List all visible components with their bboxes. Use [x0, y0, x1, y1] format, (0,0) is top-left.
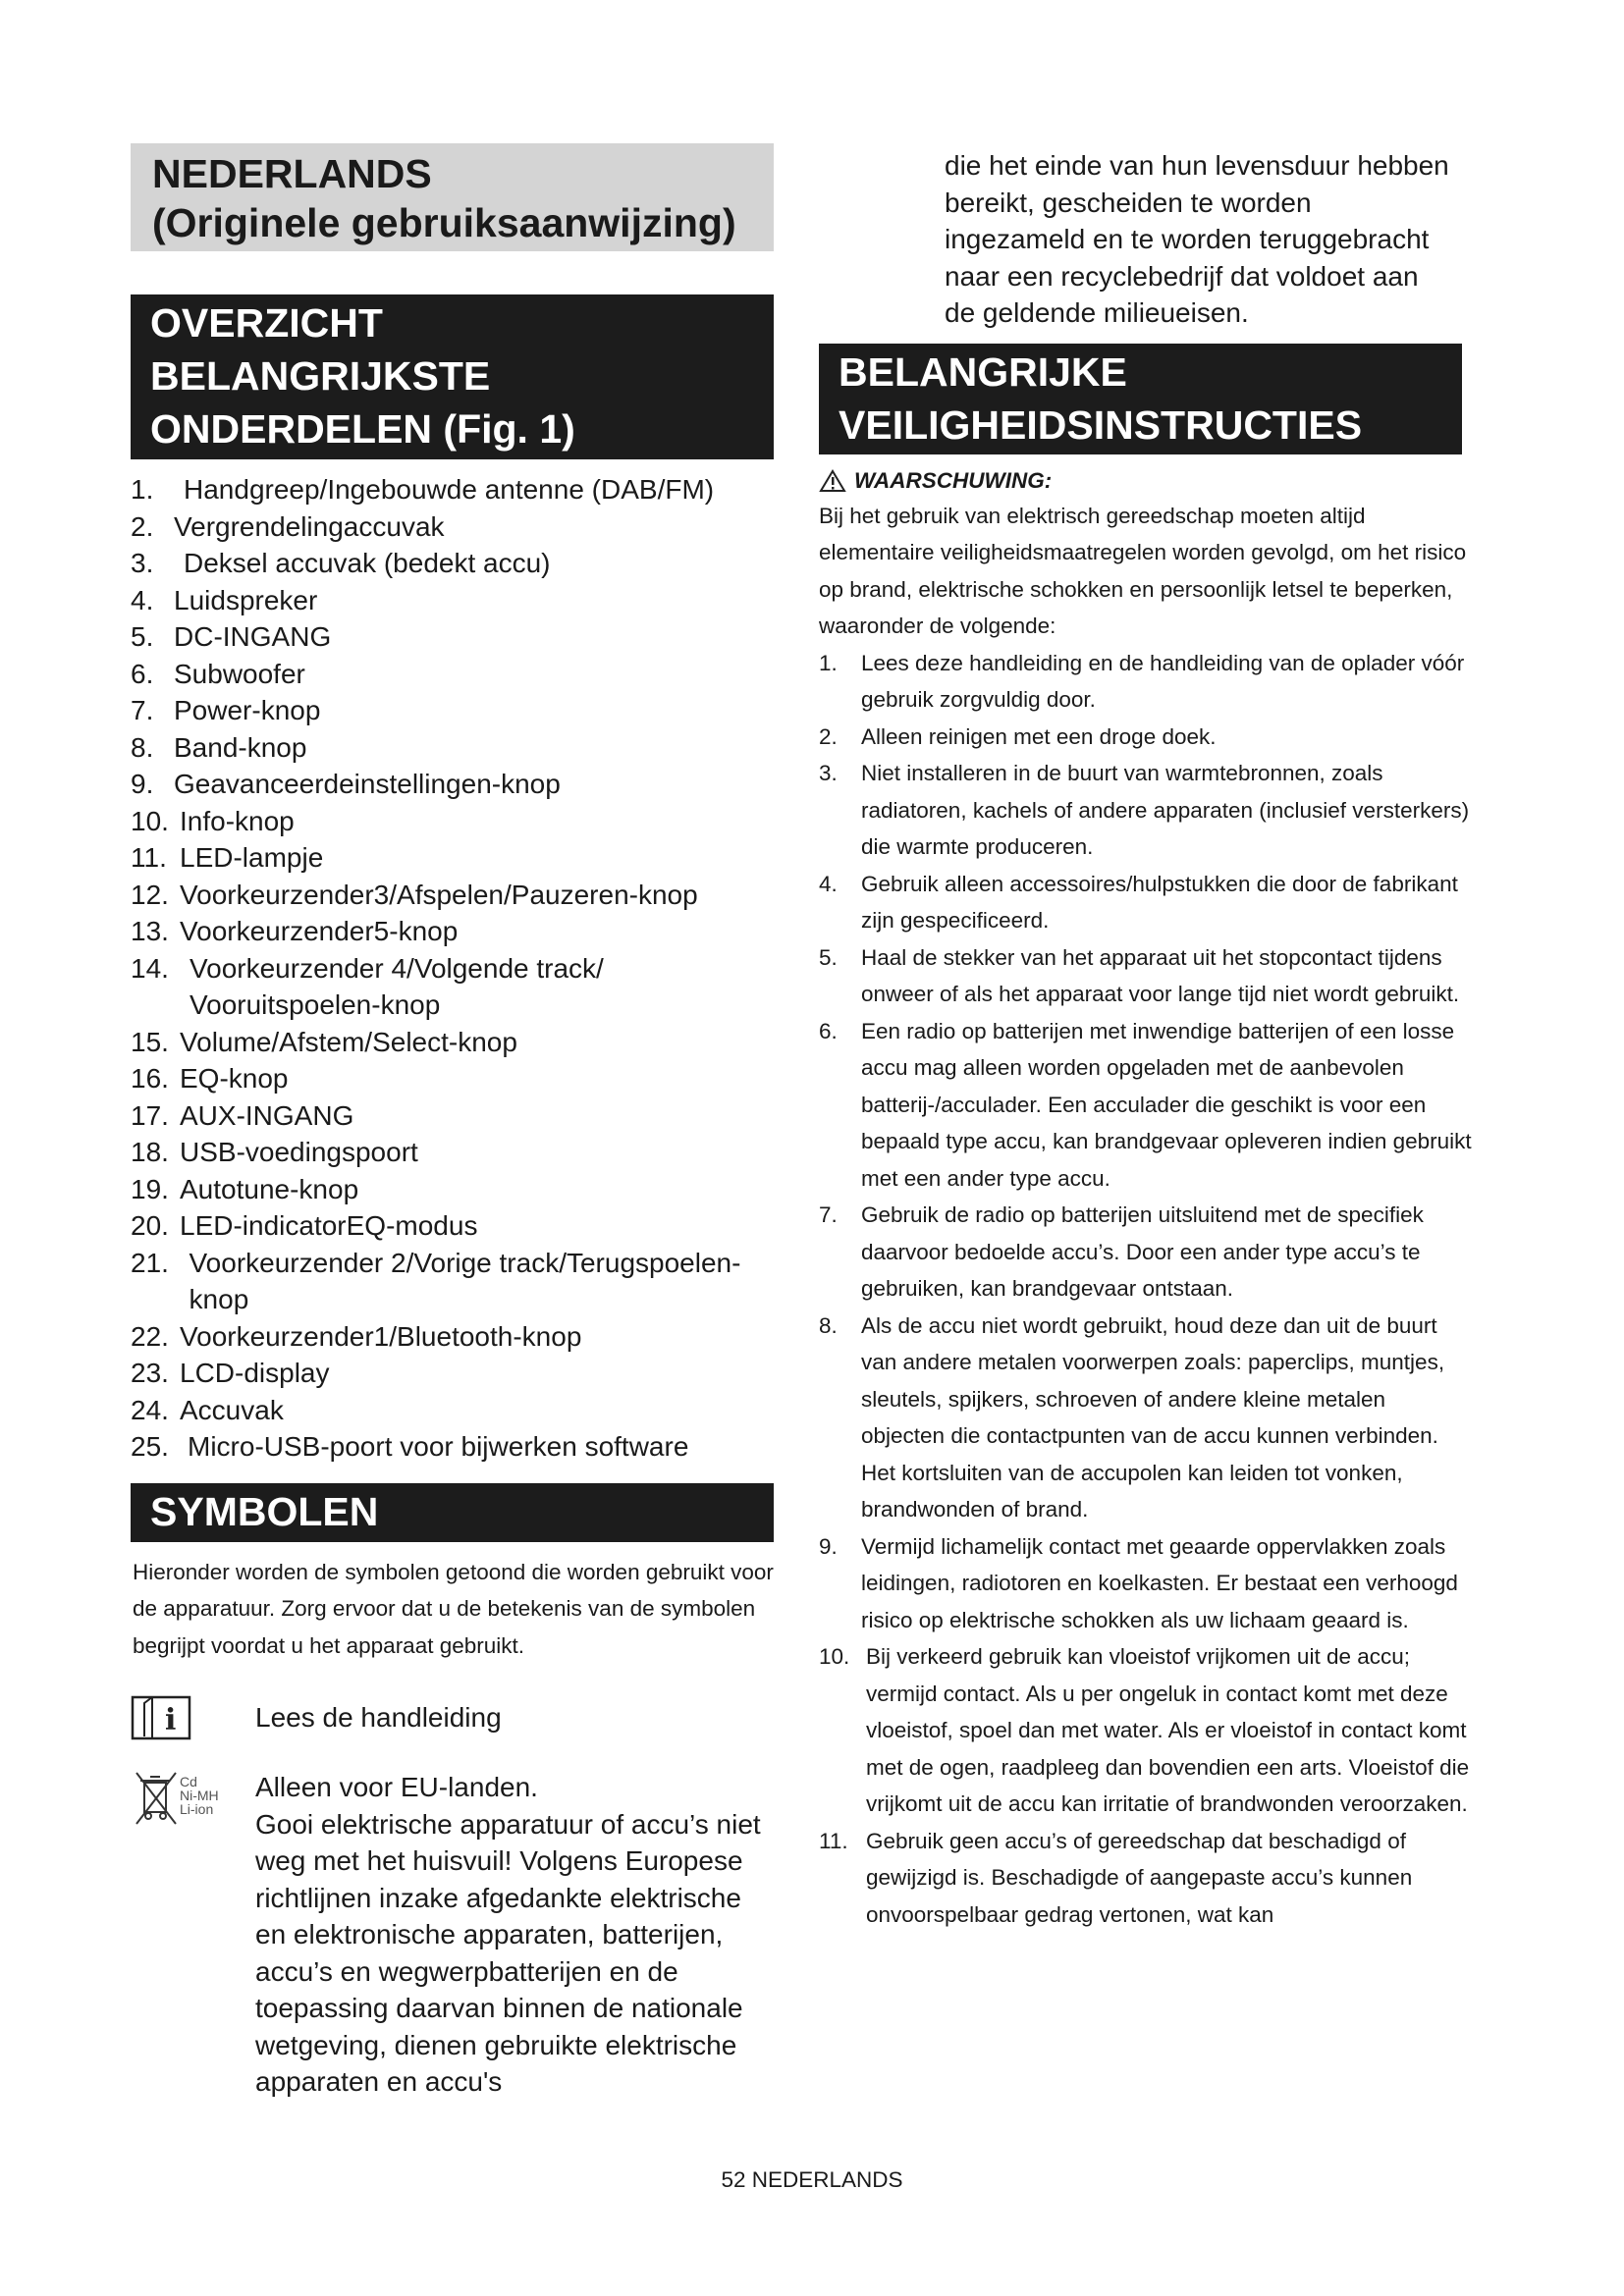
item-number: 18.: [131, 1137, 169, 1167]
item-number: 23.: [131, 1358, 169, 1388]
item-text: USB-voedingspoort: [180, 1137, 418, 1167]
item-text: Alleen reinigen met een droge doek.: [861, 723, 1217, 749]
item-text: Deksel accuvak (bedekt accu): [184, 548, 551, 578]
list-item: [131, 656, 774, 693]
weee-text-block: [255, 1769, 774, 2101]
list-item: [131, 766, 774, 803]
item-number: 1.: [819, 650, 838, 675]
item-number: 21.: [131, 1247, 169, 1278]
item-text: Voorkeurzender5-knop: [180, 916, 459, 946]
item-number: 22.: [131, 1320, 169, 1352]
item-number: 8.: [819, 1312, 838, 1338]
list-item: [131, 471, 774, 508]
overview-heading-line: BELANGRIJKSTE: [150, 353, 491, 399]
item-text: Voorkeurzender3/Afspelen/Pauzeren-knop: [180, 879, 698, 910]
list-item: [131, 1097, 774, 1135]
item-text: Voorkeurzender1/Bluetooth-knop: [180, 1320, 582, 1352]
warning-triangle-icon: [819, 469, 846, 493]
read-manual-label: Lees de handleiding: [255, 1702, 502, 1733]
overview-heading: [131, 294, 774, 459]
list-item: [131, 1355, 774, 1392]
svg-text:Ni-MH: Ni-MH: [180, 1788, 219, 1803]
list-item: [131, 1060, 774, 1097]
safety-intro: Bij het gebruik van elektrisch gereedschap moeten altijd elementaire veiligheidsmaatregelen worden gevolgd, om het risico op brand, elektrische schokken en persoonlijk letsel te beperken, waaronder de volgende:: [819, 503, 1467, 638]
crossed-bin-icon: [131, 1769, 255, 1833]
item-text: Lees deze handleiding en de handleiding van de oplader vóór gebruik zorgvuldig door.: [861, 650, 1465, 712]
read-manual-icon: [131, 1693, 255, 1747]
item-number: 7.: [131, 695, 154, 725]
item-text: Als de accu niet wordt gebruikt, houd deze dan uit de buurt van andere metalen voorwerpen zoals: paperclips, muntjes, sleutels, spijkers, schroeven of andere kleine metalen objecten die contactpunten van de accu kunnen verbinden. Het kortsluiten van de accupolen kan leiden tot vonken, brandwonden of brand.: [861, 1312, 1445, 1522]
list-item: [819, 1013, 1473, 1198]
symbols-intro: Hieronder worden de symbolen getoond die worden gebruikt voor de apparatuur. Zorg ervoor dat u de betekenis van de symbolen begrijpt voordat u het apparaat gebruikt.: [133, 1559, 774, 1658]
list-item: [131, 1207, 774, 1245]
list-item: [819, 645, 1473, 719]
safety-list: [819, 645, 1473, 1934]
list-item: [131, 803, 774, 840]
item-text: Luidspreker: [174, 584, 318, 615]
weee-text-continued: die het einde van hun levensduur hebben bereikt, gescheiden te worden ingezameld en te worden teruggebracht naar een recyclebedrijf dat voldoet aan de geldende milieueisen.: [945, 150, 1449, 328]
list-item: [131, 1171, 774, 1208]
item-number: 4.: [819, 871, 838, 896]
list-item: [131, 692, 774, 729]
item-text: LED-indicatorEQ-modus: [180, 1210, 478, 1241]
item-text: Haal de stekker van het apparaat uit het stopcontact tijdens onweer of als het apparaat voor lange tijd niet wordt gebruikt.: [861, 944, 1460, 1006]
list-item: [819, 1638, 1473, 1823]
item-text: EQ-knop: [180, 1063, 289, 1094]
item-number: 2.: [131, 510, 154, 542]
item-number: 7.: [819, 1202, 838, 1227]
item-text: Autotune-knop: [180, 1173, 359, 1204]
item-text: Niet installeren in de buurt van warmtebronnen, zoals radiatoren, kachels of andere apparaten (inclusief versterkers) die warmte produceren.: [861, 761, 1470, 859]
item-number: 20.: [131, 1210, 169, 1241]
item-number: 3.: [819, 761, 838, 785]
list-item: [819, 1308, 1473, 1528]
list-item: [131, 582, 774, 619]
list-item: [131, 508, 774, 546]
item-number: 3.: [131, 548, 154, 578]
list-item: [131, 839, 774, 877]
item-number: 2.: [819, 723, 838, 749]
item-text: Voorkeurzender 2/Vorige track/Terugspoelen-knop: [189, 1247, 741, 1314]
list-item: [131, 1392, 774, 1429]
item-text: Gebruik de radio op batterijen uitsluitend met de specifiek daarvoor bedoelde accu’s. Door een ander type accu’s te gebruiken, kan brandgevaar ontstaan.: [861, 1202, 1424, 1301]
overview-heading-line: OVERZICHT: [150, 300, 383, 346]
safety-heading-line: BELANGRIJKE: [839, 348, 1127, 395]
item-text: Handgreep/Ingebouwde antenne (DAB/FM): [184, 474, 715, 505]
list-item: [819, 939, 1473, 1013]
list-item: [819, 1197, 1473, 1308]
item-number: 5.: [819, 944, 838, 970]
item-text: Gebruik geen accu’s of gereedschap dat beschadigd of gewijzigd is. Beschadigde of aangepaste accu’s kunnen onvoorspelbaar gedrag vertonen, wat kan: [866, 1828, 1413, 1927]
right-column: [819, 143, 1473, 1933]
item-text: DC-INGANG: [174, 621, 332, 652]
weee-text: Gooi elektrische apparatuur of accu’s niet weg met het huisvuil! Volgens Europese richtlijnen inzake afgedankte elektrische en elektronische apparaten, batterijen, accu’s en wegwerpbatterijen en de toepassing daarvan binnen de nationale wetgeving, dienen gebruikte elektrische apparaten en accu's: [255, 1808, 761, 2097]
item-number: 11.: [819, 1828, 848, 1853]
item-number: 19.: [131, 1173, 169, 1204]
safety-heading-line: VEILIGHEIDSINSTRUCTIES: [839, 401, 1363, 448]
item-text: Een radio op batterijen met inwendige batterijen of een losse accu mag alleen worden opgeladen met de aanbevolen batterij-/acculader. Een acculader die geschikt is voor een bepaald type accu, kan brandgevaar opleveren indien gebruikt met een ander type accu.: [861, 1018, 1472, 1191]
list-item: [819, 719, 1473, 756]
language-subtitle: (Originele gebruiksaanwijzing): [152, 200, 736, 245]
item-text: Band-knop: [174, 731, 307, 763]
item-number: 4.: [131, 584, 154, 615]
left-column: [131, 143, 774, 2101]
item-number: 24.: [131, 1394, 169, 1425]
item-text: Vermijd lichamelijk contact met geaarde oppervlakken zoals leidingen, radiotoren en koelkasten. Er bestaat een verhoogd risico op elektrische schokken als uw lichaam geaard is.: [861, 1533, 1458, 1632]
list-item: [131, 1318, 774, 1356]
page-footer: 52 NEDERLANDS: [721, 2167, 903, 2192]
safety-heading: [819, 344, 1462, 454]
list-item: [131, 1134, 774, 1171]
item-number: 1.: [131, 474, 154, 505]
list-item: [819, 1823, 1473, 1934]
item-text: Accuvak: [180, 1394, 284, 1425]
item-number: 17.: [131, 1099, 169, 1131]
item-number: 9.: [819, 1533, 838, 1559]
item-text: Bij verkeerd gebruik kan vloeistof vrijkomen uit de accu; vermijd contact. Als u per ongeluk in contact komt met deze vloeistof, spoel dan met water. Als er vloeistof in contact komt met de ogen, raadpleeg dan bovendien een arts. Vloeistof die vrijkomt uit de accu kan irritatie of brandwonden veroorzaken.: [866, 1644, 1470, 1816]
item-number: 16.: [131, 1063, 169, 1094]
item-text: Subwoofer: [174, 658, 305, 689]
symbols-heading: [131, 1483, 774, 1542]
item-number: 8.: [131, 731, 154, 763]
list-item: [131, 618, 774, 656]
item-number: 13.: [131, 916, 169, 946]
list-item: [819, 866, 1473, 939]
warning-row: [819, 468, 1473, 494]
item-text: AUX-INGANG: [180, 1099, 354, 1131]
item-number: 11.: [131, 842, 167, 873]
item-text: Voorkeurzender 4/Volgende track/ Vooruitspoelen-knop: [189, 952, 604, 1020]
list-item: [819, 755, 1473, 866]
list-item: [819, 1528, 1473, 1639]
parts-list: [131, 471, 774, 1466]
language-title-band: [131, 143, 774, 251]
item-number: 5.: [131, 621, 154, 652]
item-text: Power-knop: [174, 695, 321, 725]
item-number: 25.: [131, 1431, 169, 1462]
svg-text:i: i: [165, 1703, 177, 1737]
item-number: 14.: [131, 952, 169, 984]
list-item: [131, 1428, 774, 1466]
list-item: [131, 545, 774, 582]
list-item: [131, 1024, 774, 1061]
item-number: 12.: [131, 879, 169, 910]
weee-title: Alleen voor EU-landen.: [255, 1772, 538, 1802]
symbol-row-weee: [131, 1769, 774, 2101]
list-item: [131, 1245, 774, 1318]
item-text: Geavanceerdeinstellingen-knop: [174, 769, 561, 799]
svg-text:Li-ion: Li-ion: [180, 1801, 214, 1817]
item-text: Micro-USB-poort voor bijwerken software: [188, 1431, 689, 1462]
item-number: 6.: [819, 1018, 838, 1043]
item-text: Gebruik alleen accessoires/hulpstukken die door de fabrikant zijn gespecificeerd.: [861, 871, 1458, 933]
list-item: [131, 877, 774, 914]
svg-text:Cd: Cd: [180, 1774, 197, 1789]
overview-heading-line: ONDERDELEN (Fig. 1): [150, 406, 575, 452]
language-title: NEDERLANDS: [152, 151, 432, 196]
item-number: 10.: [131, 805, 169, 836]
item-number: 6.: [131, 658, 154, 689]
item-text: Info-knop: [180, 805, 295, 836]
item-text: LED-lampje: [180, 842, 324, 873]
list-item: [131, 729, 774, 767]
item-number: 10.: [819, 1644, 850, 1669]
symbol-row-manual: [131, 1693, 774, 1747]
list-item: [131, 913, 774, 950]
list-item: [131, 950, 774, 1024]
item-number: 9.: [131, 769, 154, 799]
item-text: LCD-display: [180, 1358, 330, 1388]
item-text: Vergrendelingaccuvak: [174, 510, 445, 542]
warning-label: WAARSCHUWING:: [854, 467, 1053, 493]
item-number: 15.: [131, 1026, 169, 1057]
item-text: Volume/Afstem/Select-knop: [180, 1026, 517, 1057]
symbols-heading-text: SYMBOLEN: [150, 1488, 379, 1534]
